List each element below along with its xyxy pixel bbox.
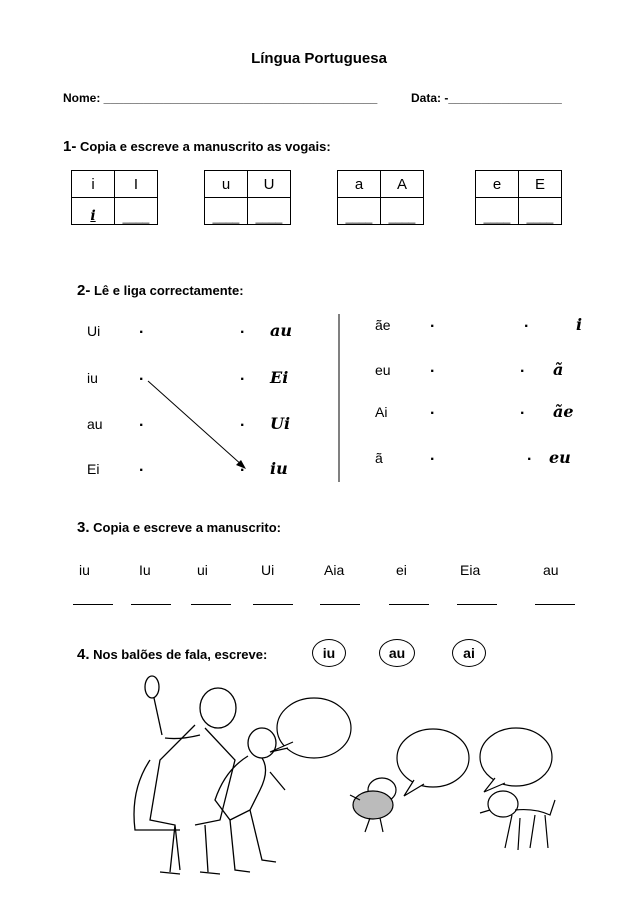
- copy-word: Ui: [261, 562, 275, 578]
- date-field-label: Data: -_________________: [411, 91, 562, 105]
- option-bubble-iu: iu: [312, 639, 346, 667]
- right-printed-word: Ai: [375, 404, 388, 420]
- right-cursive-word: i: [576, 315, 583, 334]
- left-printed-word: Ui: [87, 323, 101, 339]
- exercise-2-heading: 2- Lê e liga correctamente:: [77, 282, 244, 299]
- speech-balloon-3[interactable]: [480, 728, 552, 792]
- left-cursive-word: Ui: [270, 414, 291, 433]
- dog-figure: [480, 791, 555, 850]
- answer-cell[interactable]: ____: [115, 198, 158, 225]
- match-dot[interactable]: .: [527, 447, 532, 464]
- right-cursive-word: eu: [549, 448, 571, 467]
- vowel-lower: a: [338, 171, 381, 198]
- speech-balloon-2[interactable]: [397, 729, 469, 796]
- answer-cell[interactable]: ____: [338, 198, 381, 225]
- answer-cell[interactable]: ____: [381, 198, 424, 225]
- match-dot[interactable]: .: [520, 401, 525, 418]
- copy-word: iu: [79, 562, 90, 578]
- option-bubble-au: au: [379, 639, 415, 667]
- left-printed-word: Ei: [87, 461, 100, 477]
- match-dot[interactable]: .: [240, 367, 245, 384]
- match-dot[interactable]: .: [139, 320, 144, 337]
- vowel-upper: E: [519, 171, 562, 198]
- match-dot[interactable]: .: [139, 458, 144, 475]
- left-printed-word: iu: [87, 370, 98, 386]
- match-dot[interactable]: .: [430, 359, 435, 376]
- speech-balloon-1[interactable]: [270, 698, 351, 758]
- match-dot[interactable]: .: [240, 413, 245, 430]
- right-cursive-word: ã: [553, 360, 564, 379]
- answer-cell[interactable]: ____: [476, 198, 519, 225]
- match-dot[interactable]: .: [430, 447, 435, 464]
- answer-cell[interactable]: i: [72, 198, 115, 225]
- vowel-lower: e: [476, 171, 519, 198]
- answer-cell[interactable]: ____: [248, 198, 291, 225]
- copy-word: Aia: [324, 562, 345, 578]
- left-cursive-word: Ei: [270, 368, 289, 387]
- right-cursive-word: ãe: [553, 402, 574, 421]
- duck-figure: [350, 778, 396, 832]
- left-cursive-word: iu: [270, 459, 288, 478]
- left-cursive-word: au: [270, 321, 292, 340]
- right-printed-word: ãe: [375, 317, 391, 333]
- answer-cell[interactable]: ____: [205, 198, 248, 225]
- exercise-4-heading: 4. Nos balões de fala, escreve:: [77, 646, 268, 663]
- copy-word: Iu: [139, 562, 151, 578]
- vowel-lower: i: [72, 171, 115, 198]
- page-title: Língua Portuguesa: [251, 50, 387, 67]
- vowel-upper: U: [248, 171, 291, 198]
- match-dot[interactable]: .: [240, 320, 245, 337]
- copy-word: Eia: [460, 562, 481, 578]
- match-dot[interactable]: .: [430, 401, 435, 418]
- exercise-3-heading: 3. Copia e escreve a manuscrito:: [77, 519, 281, 536]
- vowel-upper: I: [115, 171, 158, 198]
- left-printed-word: au: [87, 416, 103, 432]
- match-dot[interactable]: .: [524, 314, 529, 331]
- copy-word: ui: [197, 562, 208, 578]
- right-printed-word: eu: [375, 362, 391, 378]
- vowel-upper: A: [381, 171, 424, 198]
- match-dot[interactable]: .: [139, 367, 144, 384]
- exercise-1-heading: 1- Copia e escreve a manuscrito as vogais:: [63, 138, 331, 155]
- option-bubble-ai: ai: [452, 639, 486, 667]
- name-field-label: Nome: _________________________________________: [63, 91, 378, 105]
- copy-word: au: [543, 562, 559, 578]
- vowel-lower: u: [205, 171, 248, 198]
- copy-word: ei: [396, 562, 407, 578]
- answer-cell[interactable]: ____: [519, 198, 562, 225]
- woman-figure: [134, 676, 236, 874]
- match-dot[interactable]: .: [139, 413, 144, 430]
- match-dot[interactable]: .: [520, 359, 525, 376]
- right-printed-word: ã: [375, 450, 383, 466]
- match-dot[interactable]: .: [430, 314, 435, 331]
